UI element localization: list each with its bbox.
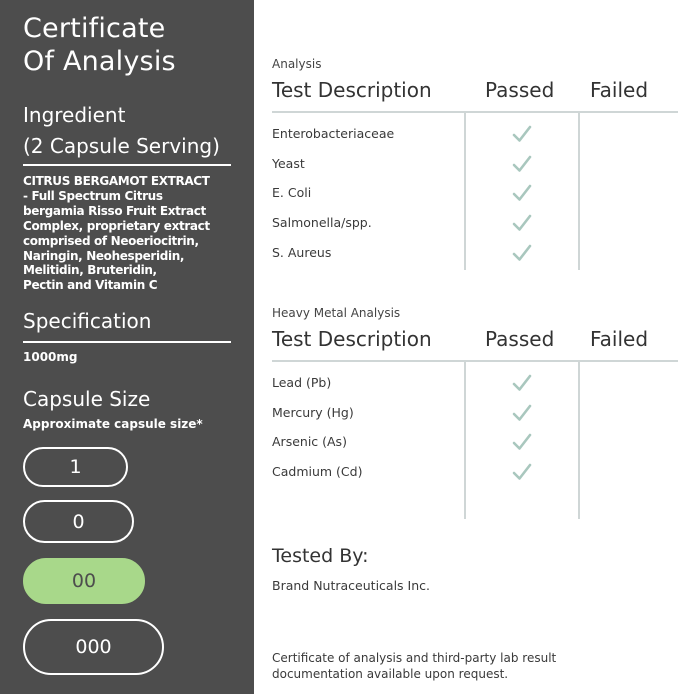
tested-by-heading: Tested By:	[272, 545, 369, 567]
ingredient-line: Pectin and Vitamin C	[23, 278, 158, 293]
specification-heading: Specification	[23, 309, 152, 333]
check-icon	[512, 463, 532, 481]
check-icon	[512, 214, 532, 232]
specification-value: 1000mg	[23, 350, 78, 364]
title-line-2: Of Analysis	[23, 46, 176, 77]
ingredient-divider	[23, 164, 231, 166]
check-icon	[512, 374, 532, 392]
capsule-size-subheading: Approximate capsule size*	[23, 417, 203, 431]
check-icon	[512, 184, 532, 202]
heavy-metal-row-test: Arsenic (As)	[272, 434, 347, 449]
ingredient-line: Complex, proprietary extract	[23, 218, 210, 233]
analysis-col-passed: Passed	[485, 78, 555, 102]
ingredient-heading-line-1: Ingredient	[23, 103, 126, 127]
heavy-metal-column-divider	[578, 362, 580, 519]
tested-by-name: Brand Nutraceuticals Inc.	[272, 578, 430, 593]
analysis-section-label: Analysis	[272, 57, 322, 71]
specification-divider	[23, 341, 231, 343]
ingredient-line: bergamia Risso Fruit Extract	[23, 203, 206, 218]
ingredient-description	[23, 174, 243, 293]
heavy-metal-col-test-description: Test Description	[272, 327, 432, 351]
title-line-1: Certificate	[23, 13, 166, 44]
ingredient-line: comprised of Neoeriocitrin,	[23, 233, 199, 248]
capsule-size-00-option[interactable]: 00	[23, 558, 145, 604]
ingredient-line: CITRUS BERGAMOT EXTRACT	[23, 174, 210, 188]
footnote: Certificate of analysis and third-party lab result documentation available upon request.	[272, 651, 557, 681]
capsule-size-000-option[interactable]: 000	[23, 619, 164, 675]
analysis-column-divider	[578, 113, 580, 270]
analysis-row-test: S. Aureus	[272, 245, 332, 260]
ingredient-line: - Full Spectrum Citrus	[23, 188, 163, 203]
capsule-size-heading: Capsule Size	[23, 387, 151, 411]
analysis-row-test: E. Coli	[272, 185, 312, 200]
right-panel	[254, 0, 679, 694]
ingredient-heading	[23, 100, 233, 162]
heavy-metal-header-rule	[272, 360, 678, 362]
left-panel	[0, 0, 254, 694]
check-icon	[512, 433, 532, 451]
heavy-metal-column-divider	[464, 362, 466, 519]
check-icon	[512, 404, 532, 422]
check-icon	[512, 125, 532, 143]
heavy-metal-row-test: Mercury (Hg)	[272, 405, 354, 420]
heavy-metal-section-label: Heavy Metal Analysis	[272, 306, 401, 320]
ingredient-line: Melitidin, Bruteridin,	[23, 263, 157, 278]
ingredient-heading-line-2: (2 Capsule Serving)	[23, 134, 220, 158]
heavy-metal-col-failed: Failed	[590, 327, 649, 351]
analysis-row-test: Yeast	[272, 156, 305, 171]
check-icon	[512, 244, 532, 262]
check-icon	[512, 155, 532, 173]
heavy-metal-col-passed: Passed	[485, 327, 555, 351]
analysis-row-test: Enterobacteriaceae	[272, 126, 395, 141]
capsule-size-1-option[interactable]: 1	[23, 447, 128, 487]
analysis-header-rule	[272, 111, 678, 113]
ingredient-line: Naringin, Neohesperidin,	[23, 248, 185, 263]
analysis-column-divider	[464, 113, 466, 270]
analysis-col-test-description: Test Description	[272, 78, 432, 102]
certificate-title	[23, 12, 248, 78]
heavy-metal-row-test: Cadmium (Cd)	[272, 464, 363, 479]
heavy-metal-row-test: Lead (Pb)	[272, 375, 332, 390]
analysis-row-test: Salmonella/spp.	[272, 215, 372, 230]
analysis-col-failed: Failed	[590, 78, 649, 102]
capsule-size-0-option[interactable]: 0	[23, 500, 134, 543]
